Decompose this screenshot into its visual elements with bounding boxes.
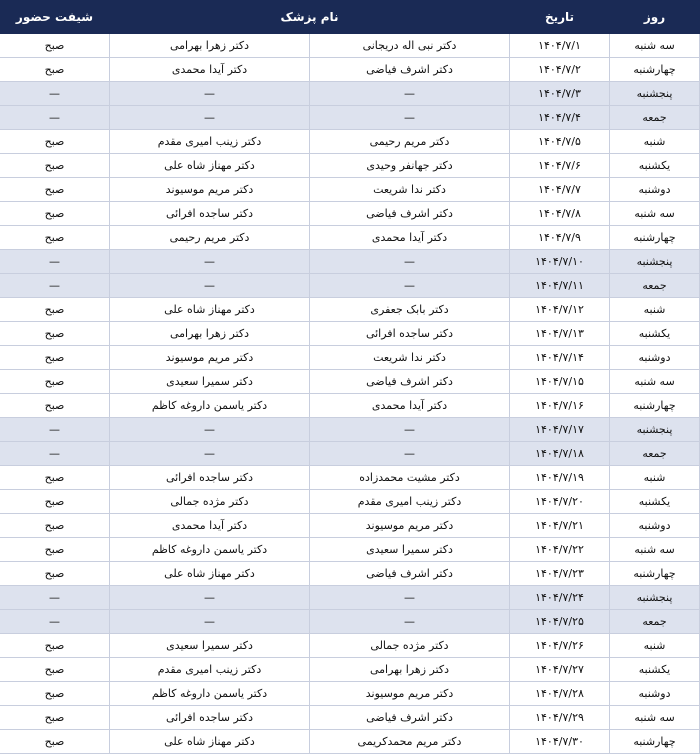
cell-doctor-right: — xyxy=(310,418,510,442)
cell-doctor-right: دکتر اشرف فیاضی xyxy=(310,562,510,586)
cell-date: ۱۴۰۴/۷/۱۱ xyxy=(510,274,610,298)
cell-date: ۱۴۰۴/۷/۸ xyxy=(510,202,610,226)
cell-day: جمعه xyxy=(610,106,700,130)
table-row xyxy=(0,370,700,394)
cell-day: سه شنبه xyxy=(610,706,700,730)
cell-doctor-left: دکتر آیدا محمدی xyxy=(109,58,309,82)
cell-shift: صبح xyxy=(0,490,109,514)
cell-shift: — xyxy=(0,442,109,466)
table-row xyxy=(0,682,700,706)
cell-date: ۱۴۰۴/۷/۳ xyxy=(510,82,610,106)
table-row xyxy=(0,514,700,538)
table-row xyxy=(0,586,700,610)
cell-doctor-left: دکتر مریم موسیوند xyxy=(109,346,309,370)
table-row xyxy=(0,34,700,58)
cell-doctor-left: دکتر مژده جمالی xyxy=(109,490,309,514)
cell-doctor-left: دکتر ساجده افرائی xyxy=(109,706,309,730)
cell-day: سه شنبه xyxy=(610,34,700,58)
table-row xyxy=(0,394,700,418)
cell-date: ۱۴۰۴/۷/۱۲ xyxy=(510,298,610,322)
cell-shift: صبح xyxy=(0,730,109,754)
cell-day: یکشنبه xyxy=(610,658,700,682)
cell-doctor-left: — xyxy=(109,82,309,106)
cell-doctor-right: — xyxy=(310,610,510,634)
table-row xyxy=(0,106,700,130)
cell-date: ۱۴۰۴/۷/۶ xyxy=(510,154,610,178)
cell-shift: صبح xyxy=(0,130,109,154)
table-row xyxy=(0,154,700,178)
cell-doctor-right: — xyxy=(310,442,510,466)
cell-day: پنجشنبه xyxy=(610,586,700,610)
cell-doctor-left: دکتر یاسمن داروغه کاظم xyxy=(109,682,309,706)
cell-shift: صبح xyxy=(0,346,109,370)
table-row xyxy=(0,490,700,514)
cell-date: ۱۴۰۴/۷/۲۸ xyxy=(510,682,610,706)
cell-shift: صبح xyxy=(0,58,109,82)
cell-date: ۱۴۰۴/۷/۱۸ xyxy=(510,442,610,466)
cell-shift: — xyxy=(0,586,109,610)
table-row xyxy=(0,298,700,322)
table-row xyxy=(0,634,700,658)
cell-doctor-left: دکتر زهرا بهرامی xyxy=(109,322,309,346)
cell-shift: صبح xyxy=(0,34,109,58)
cell-date: ۱۴۰۴/۷/۱۵ xyxy=(510,370,610,394)
cell-shift: صبح xyxy=(0,394,109,418)
cell-shift: صبح xyxy=(0,322,109,346)
cell-doctor-left: — xyxy=(109,586,309,610)
cell-date: ۱۴۰۴/۷/۱۳ xyxy=(510,322,610,346)
cell-date: ۱۴۰۴/۷/۲ xyxy=(510,58,610,82)
cell-shift: صبح xyxy=(0,682,109,706)
cell-day: جمعه xyxy=(610,442,700,466)
cell-day: شنبه xyxy=(610,298,700,322)
cell-doctor-left: دکتر مهناز شاه علی xyxy=(109,154,309,178)
table-row xyxy=(0,706,700,730)
cell-shift: صبح xyxy=(0,202,109,226)
cell-doctor-left: دکتر ساجده افرائی xyxy=(109,202,309,226)
cell-doctor-right: — xyxy=(310,586,510,610)
table-row xyxy=(0,730,700,754)
cell-day: یکشنبه xyxy=(610,490,700,514)
cell-doctor-left: — xyxy=(109,250,309,274)
cell-shift: صبح xyxy=(0,226,109,250)
cell-shift: صبح xyxy=(0,706,109,730)
cell-doctor-right: دکتر آیدا محمدی xyxy=(310,394,510,418)
cell-date: ۱۴۰۴/۷/۱ xyxy=(510,34,610,58)
cell-date: ۱۴۰۴/۷/۲۷ xyxy=(510,658,610,682)
table-header xyxy=(0,1,700,34)
cell-shift: — xyxy=(0,250,109,274)
cell-date: ۱۴۰۴/۷/۲۴ xyxy=(510,586,610,610)
cell-date: ۱۴۰۴/۷/۷ xyxy=(510,178,610,202)
cell-day: پنجشنبه xyxy=(610,82,700,106)
cell-doctor-left: دکتر مریم رحیمی xyxy=(109,226,309,250)
cell-doctor-left: — xyxy=(109,418,309,442)
cell-day: چهارشنبه xyxy=(610,58,700,82)
table-row xyxy=(0,130,700,154)
cell-doctor-right: دکتر ندا شریعت xyxy=(310,178,510,202)
cell-date: ۱۴۰۴/۷/۱۶ xyxy=(510,394,610,418)
cell-doctor-right: دکتر زینب امیری مقدم xyxy=(310,490,510,514)
cell-date: ۱۴۰۴/۷/۲۶ xyxy=(510,634,610,658)
cell-doctor-left: دکتر مهناز شاه علی xyxy=(109,298,309,322)
cell-day: یکشنبه xyxy=(610,322,700,346)
table-body xyxy=(0,34,700,754)
cell-doctor-right: دکتر نبی اله دریجانی xyxy=(310,34,510,58)
column-header-doctor-name: نام پزشک xyxy=(109,1,509,34)
table-row xyxy=(0,610,700,634)
cell-doctor-left: دکتر آیدا محمدی xyxy=(109,514,309,538)
table-row xyxy=(0,178,700,202)
cell-day: شنبه xyxy=(610,466,700,490)
cell-doctor-left: دکتر زینب امیری مقدم xyxy=(109,130,309,154)
cell-date: ۱۴۰۴/۷/۴ xyxy=(510,106,610,130)
cell-shift: — xyxy=(0,274,109,298)
cell-doctor-right: — xyxy=(310,250,510,274)
cell-date: ۱۴۰۴/۷/۵ xyxy=(510,130,610,154)
table-row xyxy=(0,562,700,586)
cell-doctor-right: دکتر ندا شریعت xyxy=(310,346,510,370)
cell-day: شنبه xyxy=(610,130,700,154)
cell-doctor-right: دکتر اشرف فیاضی xyxy=(310,58,510,82)
cell-shift: صبح xyxy=(0,298,109,322)
cell-doctor-right: دکتر اشرف فیاضی xyxy=(310,202,510,226)
cell-date: ۱۴۰۴/۷/۱۴ xyxy=(510,346,610,370)
cell-doctor-right: دکتر مریم محمدکریمی xyxy=(310,730,510,754)
cell-doctor-left: دکتر مریم موسیوند xyxy=(109,178,309,202)
cell-doctor-right: دکتر مژده جمالی xyxy=(310,634,510,658)
cell-doctor-left: دکتر مهناز شاه علی xyxy=(109,730,309,754)
table-row xyxy=(0,538,700,562)
column-header-day: روز xyxy=(610,1,700,34)
cell-doctor-left: دکتر سمیرا سعیدی xyxy=(109,370,309,394)
column-header-shift: شیفت حضور xyxy=(0,1,109,34)
cell-doctor-left: — xyxy=(109,442,309,466)
cell-shift: صبح xyxy=(0,514,109,538)
cell-shift: — xyxy=(0,82,109,106)
table-row xyxy=(0,250,700,274)
column-header-date: تاریخ xyxy=(510,1,610,34)
table-row xyxy=(0,322,700,346)
cell-doctor-right: — xyxy=(310,82,510,106)
cell-doctor-left: دکتر یاسمن داروغه کاظم xyxy=(109,538,309,562)
cell-doctor-right: دکتر اشرف فیاضی xyxy=(310,706,510,730)
cell-day: پنجشنبه xyxy=(610,418,700,442)
cell-doctor-right: دکتر سمیرا سعیدی xyxy=(310,538,510,562)
table-row xyxy=(0,82,700,106)
cell-date: ۱۴۰۴/۷/۹ xyxy=(510,226,610,250)
table-row xyxy=(0,466,700,490)
cell-day: دوشنبه xyxy=(610,682,700,706)
cell-doctor-right: دکتر زهرا بهرامی xyxy=(310,658,510,682)
cell-doctor-right: دکتر آیدا محمدی xyxy=(310,226,510,250)
cell-shift: صبح xyxy=(0,538,109,562)
cell-day: شنبه xyxy=(610,634,700,658)
table-row xyxy=(0,274,700,298)
cell-doctor-right: دکتر مشیت محمدزاده xyxy=(310,466,510,490)
cell-day: سه شنبه xyxy=(610,538,700,562)
cell-doctor-right: دکتر مریم موسیوند xyxy=(310,682,510,706)
cell-doctor-right: دکتر جهانفر وحیدی xyxy=(310,154,510,178)
cell-day: چهارشنبه xyxy=(610,730,700,754)
cell-shift: صبح xyxy=(0,466,109,490)
cell-doctor-left: — xyxy=(109,610,309,634)
cell-doctor-right: دکتر بابک جعفری xyxy=(310,298,510,322)
cell-shift: — xyxy=(0,106,109,130)
cell-shift: — xyxy=(0,610,109,634)
cell-doctor-left: دکتر زینب امیری مقدم xyxy=(109,658,309,682)
table-row xyxy=(0,658,700,682)
table-header-row xyxy=(0,1,700,34)
cell-date: ۱۴۰۴/۷/۱۷ xyxy=(510,418,610,442)
cell-date: ۱۴۰۴/۷/۲۳ xyxy=(510,562,610,586)
cell-day: دوشنبه xyxy=(610,178,700,202)
cell-day: چهارشنبه xyxy=(610,226,700,250)
cell-doctor-right: دکتر اشرف فیاضی xyxy=(310,370,510,394)
cell-doctor-right: دکتر مریم موسیوند xyxy=(310,514,510,538)
cell-day: چهارشنبه xyxy=(610,394,700,418)
table-row xyxy=(0,226,700,250)
cell-doctor-left: دکتر سمیرا سعیدی xyxy=(109,634,309,658)
cell-doctor-left: دکتر یاسمن داروغه کاظم xyxy=(109,394,309,418)
cell-day: سه شنبه xyxy=(610,202,700,226)
cell-doctor-right: — xyxy=(310,106,510,130)
table-row xyxy=(0,418,700,442)
cell-shift: صبح xyxy=(0,634,109,658)
cell-date: ۱۴۰۴/۷/۱۰ xyxy=(510,250,610,274)
cell-doctor-right: دکتر ساجده افرائی xyxy=(310,322,510,346)
cell-doctor-left: — xyxy=(109,106,309,130)
cell-doctor-right: دکتر مریم رحیمی xyxy=(310,130,510,154)
cell-day: دوشنبه xyxy=(610,514,700,538)
cell-shift: صبح xyxy=(0,562,109,586)
cell-day: دوشنبه xyxy=(610,346,700,370)
cell-doctor-left: — xyxy=(109,274,309,298)
cell-date: ۱۴۰۴/۷/۲۲ xyxy=(510,538,610,562)
cell-date: ۱۴۰۴/۷/۳۰ xyxy=(510,730,610,754)
cell-doctor-left: دکتر زهرا بهرامی xyxy=(109,34,309,58)
cell-shift: صبح xyxy=(0,154,109,178)
table-row xyxy=(0,346,700,370)
cell-date: ۱۴۰۴/۷/۲۱ xyxy=(510,514,610,538)
cell-shift: — xyxy=(0,418,109,442)
cell-doctor-right: — xyxy=(310,274,510,298)
table-row xyxy=(0,58,700,82)
cell-shift: صبح xyxy=(0,370,109,394)
cell-doctor-left: دکتر مهناز شاه علی xyxy=(109,562,309,586)
table-row xyxy=(0,442,700,466)
cell-day: چهارشنبه xyxy=(610,562,700,586)
cell-date: ۱۴۰۴/۷/۱۹ xyxy=(510,466,610,490)
cell-date: ۱۴۰۴/۷/۲۰ xyxy=(510,490,610,514)
cell-date: ۱۴۰۴/۷/۲۹ xyxy=(510,706,610,730)
cell-date: ۱۴۰۴/۷/۲۵ xyxy=(510,610,610,634)
table-row xyxy=(0,202,700,226)
cell-day: یکشنبه xyxy=(610,154,700,178)
cell-day: سه شنبه xyxy=(610,370,700,394)
cell-shift: صبح xyxy=(0,658,109,682)
cell-doctor-left: دکتر ساجده افرائی xyxy=(109,466,309,490)
cell-day: جمعه xyxy=(610,274,700,298)
cell-shift: صبح xyxy=(0,178,109,202)
cell-day: جمعه xyxy=(610,610,700,634)
cell-day: پنجشنبه xyxy=(610,250,700,274)
